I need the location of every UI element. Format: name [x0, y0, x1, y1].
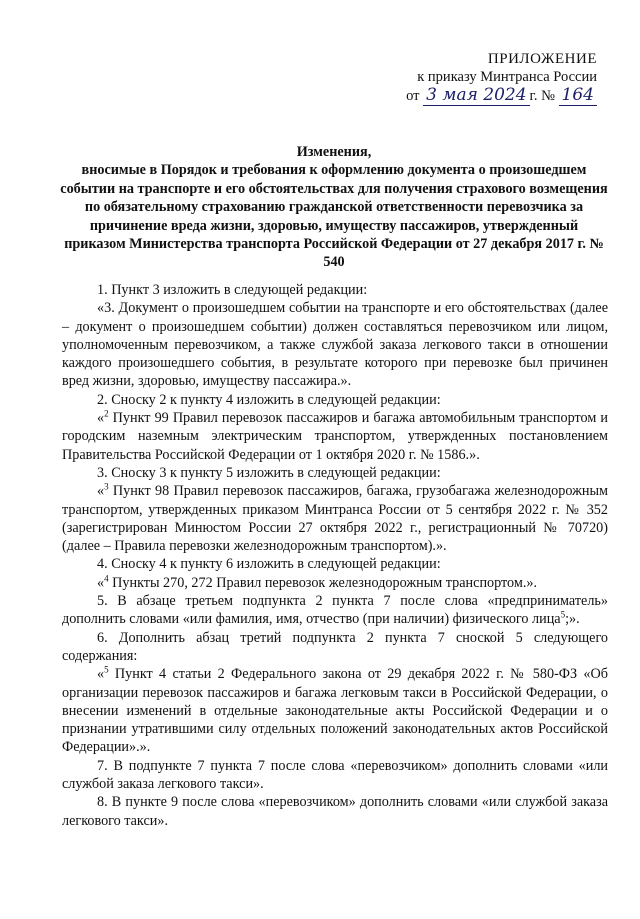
paragraph-9-end: ;». [565, 611, 580, 628]
paragraph-8 [62, 574, 608, 592]
footnote-marker: 2 [104, 408, 109, 419]
paragraph-4 [62, 409, 608, 464]
paragraph-6-text: Пункт 98 Правил перевозок пассажиров, багажа, грузобагажа железнодорожным транспортом, утвержденных приказом Минтранса России от 5 сентября 2022 г. № 352 (зарегистрирован Минюстом России 27 октября 2022 г., регистрационный № 70720) (далее – Правила перевозки железнодорожным транспортом).». [62, 483, 608, 555]
document-title [60, 143, 608, 272]
appendix-label: ПРИЛОЖЕНИЕ [487, 51, 597, 67]
year-suffix: г. [529, 88, 538, 104]
appendix-header [406, 50, 597, 105]
handwritten-date: 3 мая 2024 [423, 85, 529, 106]
document-body [62, 281, 608, 830]
paragraph-7: 4. Сноску 4 к пункту 6 изложить в следующей редакции: [97, 556, 441, 573]
quote-open: « [97, 574, 105, 591]
number-prefix: № [541, 88, 555, 104]
title-heading: Изменения, [296, 144, 372, 160]
quote-open: « [97, 483, 105, 500]
title-subject: вносимые в Порядок и требования к оформлению документа о произошедшем событии на транспорте и его обстоятельствах для получения страхового возмещения по обязательному страхованию гражданской ответственности перевозчика за причинение вреда жизни, здоровью, имуществу пассажиров, утвержденный приказом Министерства транспорта Российской Федерации от 27 декабря 2017 г. № 540 [60, 162, 608, 271]
order-reference: к приказу Минтранса России [417, 69, 597, 85]
paragraph-13: 8. В пункте 9 после слова «перевозчиком» дополнить словами «или службой заказа легкового такси». [62, 794, 608, 829]
paragraph-6 [62, 482, 608, 555]
footnote-marker: 5 [104, 664, 109, 675]
paragraph-10: 6. Дополнить абзац третий подпункта 2 пункта 7 сноской 5 следующего содержания: [62, 629, 608, 664]
footnote-marker: 4 [104, 573, 109, 584]
quote-open: « [97, 666, 105, 683]
paragraph-2: «3. Документ о произошедшем событии на транспорте и его обстоятельствах (далее – документ о произошедшем событии) должен составляться перевозчиком или лицом, уполномоченным перевозчиком, а также службой заказа легкового такси в отношении каждого произошедшего события, в результате которого при перевозке был причинен вред жизни, здоровью, имуществу пассажира.». [62, 300, 608, 390]
footnote-marker: 3 [104, 481, 109, 492]
quote-open: « [97, 410, 105, 427]
paragraph-1: 1. Пункт 3 изложить в следующей редакции: [97, 282, 368, 298]
handwritten-number: 164 [559, 85, 597, 106]
paragraph-4-text: Пункт 99 Правил перевозок пассажиров и багажа автомобильным транспортом и городским наземным электрическим транспортом, утвержденных постановлением Правительства Российской Федерации от 1 октября 2020 г. № 1586.». [62, 410, 608, 463]
paragraph-8-text: Пункты 270, 272 Правил перевозок железнодорожным транспортом.». [108, 574, 538, 591]
paragraph-9 [62, 592, 608, 629]
paragraph-11 [62, 665, 608, 756]
paragraph-12: 7. В подпункте 7 пункта 7 после слова «перевозчиком» дополнить словами «или службой заказа легкового такси». [62, 757, 608, 793]
paragraph-3: 2. Сноску 2 к пункту 4 изложить в следующей редакции: [97, 391, 441, 408]
order-date-line [406, 86, 597, 105]
paragraph-9-text: 5. В абзаце третьем подпункта 2 пункта 7 после слова «предприниматель» дополнить словами «или фамилия, имя, отчество (при наличии) физического лица [62, 593, 608, 628]
paragraph-11-text: Пункт 4 статьи 2 Федерального закона от 29 декабря 2022 г. № 580-ФЗ «Об организации перевозок пассажиров и багажа легковым такси в Российской Федерации, о внесении изменений в отдельные законодательные акты Российской Федерации и о признании утратившими силу отдельных положений законодательных актов Российской Федерации».». [62, 666, 608, 756]
footnote-marker: 5 [560, 609, 566, 620]
paragraph-5: 3. Сноску 3 к пункту 5 изложить в следующей редакции: [97, 464, 441, 481]
date-prefix: от [406, 88, 420, 104]
